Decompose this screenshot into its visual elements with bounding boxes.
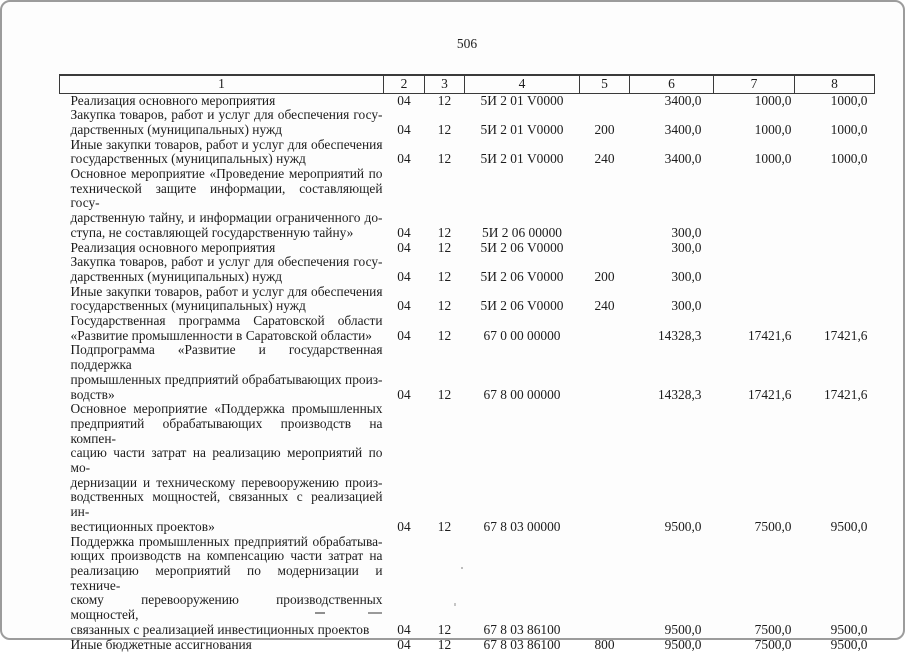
activity-text-line: Закупка товаров, работ и услуг для обеспечения госу-: [70, 107, 383, 123]
amount-col8-cell: 17421,6: [823, 386, 868, 402]
activity-text-line: государственных (муниципальных) нужд: [70, 151, 306, 167]
target-article-code-cell: 5И 2 01 V0000: [480, 92, 564, 108]
subsection-code-cell: 12: [437, 92, 452, 108]
amount-col6-cell: 300,0: [671, 268, 702, 284]
target-article-code-cell: 67 0 00 00000: [483, 327, 561, 343]
expense-type-code-cell: 240: [594, 298, 615, 314]
activity-text-line: ющих производств на компенсацию части затрат на: [70, 548, 383, 564]
subsection-code-cell: 12: [437, 224, 452, 240]
amount-col7-cell: 7500,0: [754, 518, 792, 534]
target-article-code-cell: 5И 2 06 00000: [482, 224, 562, 240]
expense-type-code-cell: [580, 167, 630, 241]
header-col-5: 5: [580, 75, 630, 93]
subsection-code-cell: 12: [437, 327, 452, 343]
header-col-3: 3: [425, 75, 465, 93]
amount-col8-cell: [795, 241, 875, 256]
activity-text-line: Реализация основного мероприятия: [70, 92, 276, 108]
amount-col6-cell: 3400,0: [664, 121, 702, 137]
amount-col6-cell: 300,0: [671, 298, 702, 314]
amount-col8-cell: 1000,0: [830, 121, 868, 137]
expense-type-code-cell: 240: [594, 151, 615, 167]
amount-col7-cell: 17421,6: [747, 327, 792, 343]
activity-text-line: Закупка товаров, работ и услуг для обеспечения госу-: [70, 254, 383, 270]
activity-text-line: Поддержка промышленных предприятий обрабатыва-: [70, 533, 383, 549]
expense-type-code-cell: [580, 535, 630, 638]
table-row: [60, 108, 875, 137]
expense-type-code-cell: [580, 402, 630, 534]
activity-text-line: реализацию мероприятий по модернизации и техниче-: [70, 563, 383, 593]
section-code-cell: 04: [397, 386, 411, 402]
activity-text-line: Иные закупки товаров, работ и услуг для обеспечения: [70, 136, 383, 152]
expense-type-code-cell: 800: [594, 636, 615, 652]
amount-col8-cell: 1000,0: [830, 151, 868, 167]
expense-type-code-cell: [580, 343, 630, 402]
activity-text-line: Государственная программа Саратовской области: [70, 313, 383, 329]
table-row: [60, 638, 875, 652]
activity-text-line: дарственную тайну, и информации ограниченного до-: [70, 210, 383, 226]
activity-text-line: дарственных (муниципальных) нужд: [70, 121, 283, 137]
activity-text-line: «Развитие промышленности в Саратовской области»: [70, 327, 372, 343]
subsection-code-cell: 12: [437, 518, 452, 534]
amount-col7-cell: 7500,0: [754, 636, 792, 652]
amount-col8-cell: 9500,0: [830, 636, 868, 652]
amount-col6-cell: 3400,0: [664, 151, 702, 167]
section-code-cell: 04: [397, 327, 411, 343]
section-code-cell: 04: [397, 239, 411, 255]
expense-type-code-cell: 200: [594, 268, 615, 284]
subsection-code-cell: 12: [437, 151, 452, 167]
table-row: [60, 402, 875, 534]
section-code-cell: 04: [397, 621, 411, 637]
expense-type-code-cell: [580, 93, 630, 108]
header-col-1: 1: [60, 75, 384, 93]
amount-col6-cell: 14328,3: [657, 327, 702, 343]
table-header-row: [60, 75, 875, 93]
section-code-cell: 04: [397, 121, 411, 137]
activity-text-line: промышленных предприятий обрабатывающих произ-: [70, 371, 383, 387]
header-col-7: 7: [714, 75, 795, 93]
activity-text-line: связанных с реализацией инвестиционных проектов: [70, 621, 370, 637]
table-row: [60, 241, 875, 256]
activity-text-line: Подпрограмма «Развитие и государственная поддержка: [70, 342, 383, 373]
amount-col8-cell: [795, 167, 875, 241]
amount-col6-cell: 300,0: [671, 239, 702, 255]
table-row: [60, 255, 875, 284]
table-row: [60, 535, 875, 638]
amount-col6-cell: 300,0: [671, 224, 702, 240]
amount-col8-cell: [795, 285, 875, 314]
activity-text-line: Основное мероприятие «Проведение мероприятий по: [70, 166, 383, 182]
scan-artifact-dash: [315, 612, 325, 614]
activity-name-cell: [60, 138, 384, 167]
amount-col7-cell: [714, 285, 795, 314]
activity-text-line: водственных мощностей, связанных с реализацией ин-: [70, 489, 383, 520]
amount-col6-cell: 9500,0: [664, 636, 702, 652]
target-article-code-cell: 5И 2 06 V0000: [480, 239, 564, 255]
activity-text-line: государственных (муниципальных) нужд: [70, 298, 306, 314]
activity-name-cell: [60, 255, 384, 284]
activity-text-line: ступа, не составляющей государственную тайну»: [70, 224, 354, 240]
subsection-code-cell: 12: [437, 386, 452, 402]
table-body: [60, 93, 875, 652]
scan-artifact-dash: [368, 612, 382, 614]
activity-text-line: Иные закупки товаров, работ и услуг для обеспечения: [70, 283, 383, 299]
target-article-code-cell: 5И 2 01 V0000: [480, 121, 564, 137]
scan-artifact-speck: [461, 567, 463, 569]
activity-name-cell: [60, 241, 384, 256]
budget-table: [59, 74, 875, 652]
activity-text-line: водств»: [70, 386, 115, 402]
amount-col7-cell: 17421,6: [747, 386, 792, 402]
target-article-code-cell: 67 8 03 00000: [483, 518, 561, 534]
activity-text-line: дернизации и техническому перевооружению произ-: [70, 474, 383, 490]
table-row: [60, 167, 875, 241]
section-code-cell: 04: [397, 151, 411, 167]
activity-name-cell: [60, 638, 384, 652]
header-col-8: 8: [795, 75, 875, 93]
target-article-code-cell: 67 8 03 86100: [483, 636, 561, 652]
activity-text-line: вестиционных проектов»: [70, 518, 215, 534]
activity-text-line: Основное мероприятие «Поддержка промышленных: [70, 401, 383, 417]
amount-col8-cell: 17421,6: [823, 327, 868, 343]
expense-type-code-cell: [580, 241, 630, 256]
section-code-cell: 04: [397, 268, 411, 284]
amount-col8-cell: 9500,0: [830, 621, 868, 637]
amount-col6-cell: 3400,0: [664, 92, 702, 108]
subsection-code-cell: 12: [437, 239, 452, 255]
amount-col6-cell: 14328,3: [657, 386, 702, 402]
table-row: [60, 343, 875, 402]
header-col-6: 6: [630, 75, 714, 93]
activity-name-cell: [60, 343, 384, 402]
subsection-code-cell: 12: [437, 298, 452, 314]
subsection-code-cell: 12: [437, 621, 452, 637]
activity-text-line: Иные бюджетные ассигнования: [70, 636, 252, 652]
activity-name-cell: [60, 402, 384, 534]
activity-name-cell: [60, 314, 384, 343]
expense-type-code-cell: 200: [594, 121, 615, 137]
header-col-4: 4: [465, 75, 580, 93]
target-article-code-cell: 67 8 00 00000: [483, 386, 561, 402]
page-number: 506: [456, 36, 478, 51]
activity-name-cell: [60, 285, 384, 314]
amount-col6-cell: 9500,0: [664, 518, 702, 534]
subsection-code-cell: 12: [437, 121, 452, 137]
target-article-code-cell: 5И 2 06 V0000: [480, 298, 564, 314]
amount-col7-cell: 1000,0: [754, 92, 792, 108]
amount-col7-cell: [714, 255, 795, 284]
amount-col8-cell: [795, 255, 875, 284]
activity-name-cell: [60, 535, 384, 638]
amount-col7-cell: 1000,0: [754, 121, 792, 137]
activity-text-line: предприятий обрабатывающих производств на компен-: [70, 415, 383, 446]
activity-name-cell: [60, 108, 384, 137]
target-article-code-cell: 67 8 03 86100: [483, 621, 561, 637]
subsection-code-cell: 12: [437, 268, 452, 284]
activity-name-cell: [60, 167, 384, 241]
activity-text-line: скому перевооружению производственных мощностей,: [70, 592, 383, 623]
section-code-cell: 04: [397, 92, 411, 108]
amount-col7-cell: [714, 167, 795, 241]
table-row: [60, 93, 875, 108]
amount-col7-cell: 1000,0: [754, 151, 792, 167]
activity-text-line: дарственных (муниципальных) нужд: [70, 268, 283, 284]
section-code-cell: 04: [397, 298, 411, 314]
subsection-code-cell: 12: [437, 636, 452, 652]
table-row: [60, 314, 875, 343]
section-code-cell: 04: [397, 224, 411, 240]
table-row: [60, 138, 875, 167]
section-code-cell: 04: [397, 636, 411, 652]
amount-col8-cell: 1000,0: [830, 92, 868, 108]
activity-text-line: технической защите информации, составляющей госу-: [70, 180, 383, 211]
activity-name-cell: [60, 93, 384, 108]
activity-text-line: сацию части затрат на реализацию мероприятий по мо-: [70, 445, 383, 476]
table-row: [60, 285, 875, 314]
table-header: [60, 75, 875, 93]
amount-col7-cell: 7500,0: [754, 621, 792, 637]
target-article-code-cell: 5И 2 06 V0000: [480, 268, 564, 284]
section-code-cell: 04: [397, 518, 411, 534]
amount-col6-cell: 9500,0: [664, 621, 702, 637]
target-article-code-cell: 5И 2 01 V0000: [480, 151, 564, 167]
scan-artifact-speck: [454, 603, 456, 606]
expense-type-code-cell: [580, 314, 630, 343]
activity-text-line: Реализация основного мероприятия: [70, 239, 276, 255]
amount-col8-cell: 9500,0: [830, 518, 868, 534]
amount-col7-cell: [714, 241, 795, 256]
header-col-2: 2: [384, 75, 425, 93]
